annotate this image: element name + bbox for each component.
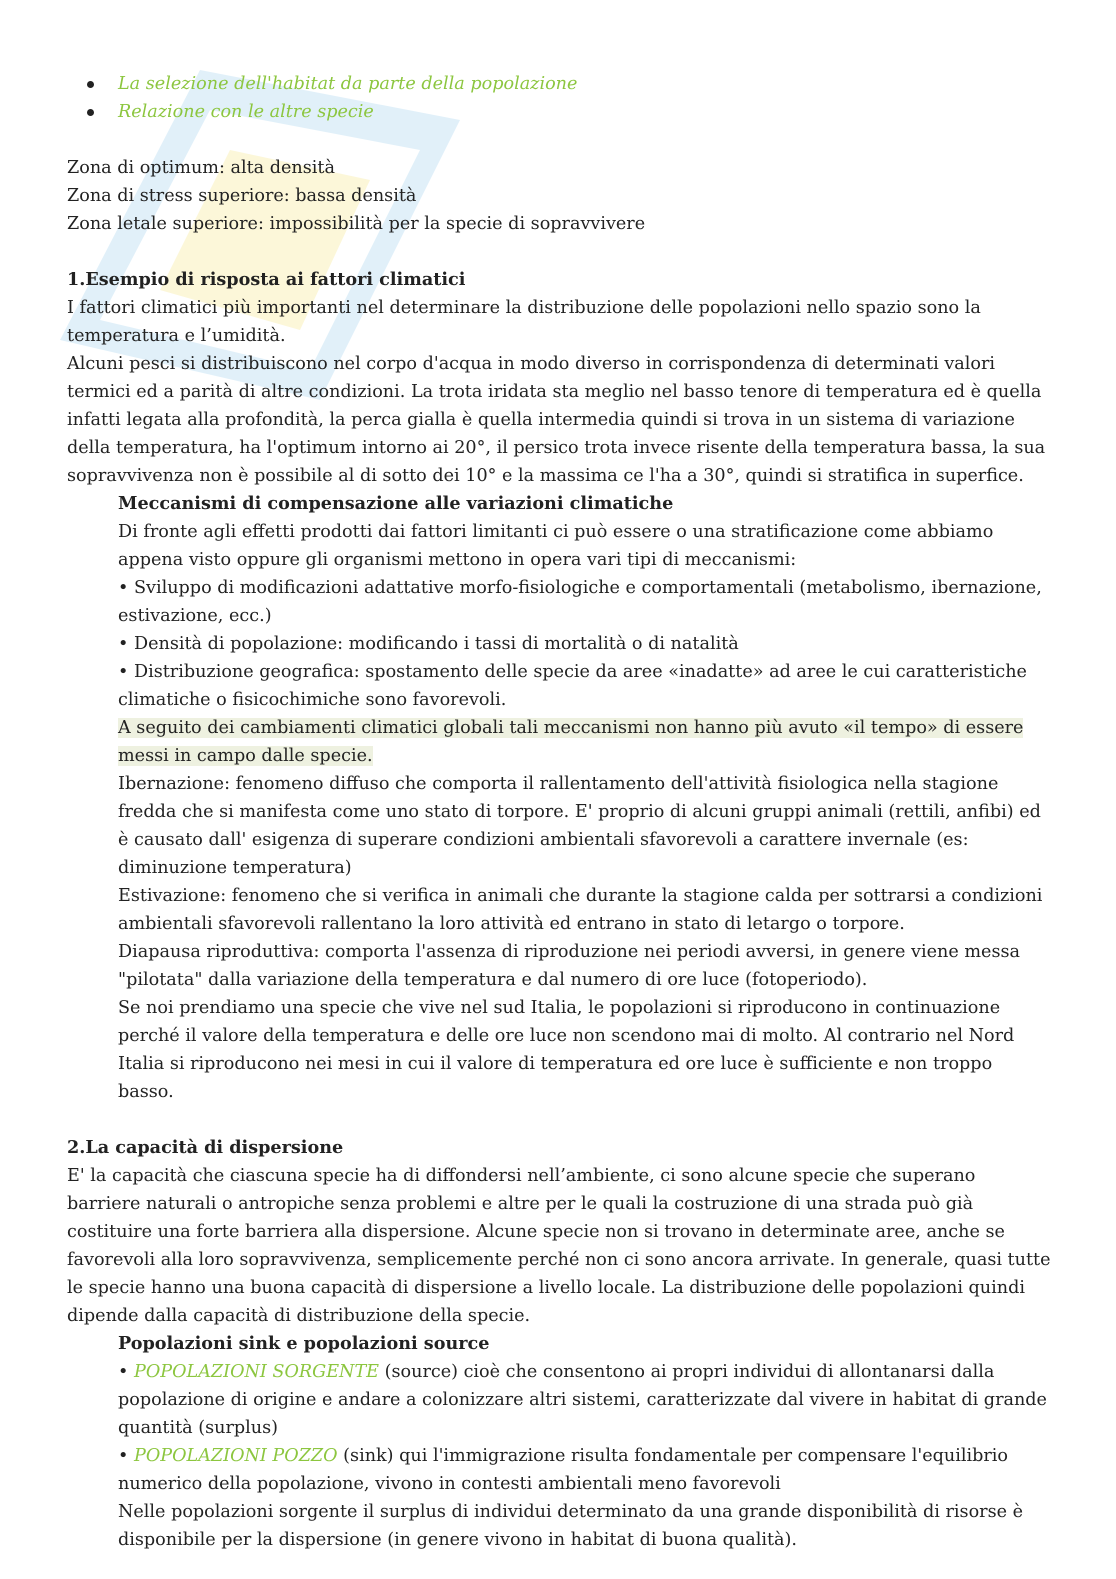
sink-source-title: Popolazioni sink e popolazioni source: [118, 1333, 490, 1354]
section2-title: 2.La capacità di dispersione: [67, 1137, 344, 1158]
final-paragraph: Nelle popolazioni sorgente il surplus di individui determinato da una grande disponibilità di risorse è disponibile per la dispersione (in genere vivono in habitat di buona qualità).: [118, 1502, 1024, 1550]
intro-bullet-list: [67, 70, 1052, 126]
estivazione-paragraph: Estivazione: fenomeno che si verifica in animali che durante la stagione calda per sottrarsi a condizioni ambientali sfavorevoli rallentano la loro attività ed entrano in stato di letargo o torpore.: [118, 886, 1043, 934]
document-content: [67, 70, 1052, 1554]
compensation-intro: Di fronte agli effetti prodotti dai fattori limitanti ci può essere o una stratificazione come abbiamo appena visto oppure gli organismi mettono in opera vari tipi di meccanismi:: [118, 522, 994, 570]
section1-paragraph-1: I fattori climatici più importanti nel determinare la distribuzione delle popolazioni nello spazio sono la temperatura e l’umidità.: [67, 298, 981, 346]
section1-title: 1.Esempio di risposta ai fattori climatici: [67, 269, 466, 290]
sink-source-block: [118, 1330, 1052, 1554]
bullet-icon: [87, 81, 94, 88]
sink-tag: POPOLAZIONI POZZO: [133, 1446, 338, 1466]
section2-paragraph-1: E' la capacità che ciascuna specie ha di diffondersi nell’ambiente, ci sono alcune specie che superano barriere naturali o antropiche senza problemi e altre per le quali la costruzione di una strada può già costituire una forte barriera alla dispersione. Alcune specie non si trovano in determinate aree, anche se favorevoli alla loro sopravvivenza, semplicemente perché non ci sono ancora arrivate. In generale, quasi tutte le specie hanno una buona capacità di dispersione a livello locale. La distribuzione delle popolazioni quindi dipende dalla capacità di distribuzione della specie.: [67, 1166, 1051, 1326]
list-item: Relazione con le altre specie: [67, 98, 1052, 126]
zone-optimum: Zona di optimum: alta densità: [67, 158, 335, 178]
example-paragraph: Se noi prendiamo una specie che vive nel sud Italia, le popolazioni si riproducono in continuazione perché il valore della temperatura e delle ore luce non scendono mai di molto. Al contrario nel Nord Italia si riproducono nei mesi in cui il valore di temperatura ed ore luce è sufficiente e non troppo basso.: [118, 998, 1015, 1102]
highlight-text: A seguito dei cambiamenti climatici globali tali meccanismi non hanno più avuto «il tempo» di essere messi in campo dalle specie.: [118, 718, 1024, 766]
list-item: • POPOLAZIONI SORGENTE (source) cioè che consentono ai propri individui di allontanarsi dalla popolazione di origine e andare a colonizzare altri sistemi, caratterizzate dal vivere in habitat di grande quantità (surplus): [118, 1362, 1047, 1438]
section1-paragraph-2: Alcuni pesci si distribuiscono nel corpo d'acqua in modo diverso in corrispondenza di determinati valori termici ed a parità di altre condizioni. La trota iridata sta meglio nel basso tenore di temperatura ed è quella infatti legata alla profondità, la perca gialla è quella intermedia quindi si trova in un sistema di variazione della temperatura, ha l'optimum intorno ai 20°, il persico trota invece risente della temperatura bassa, la sua sopravvivenza non è possibile al di sotto dei 10° e la massima ce l'ha a 30°, quindi si stratifica in superfice.: [67, 354, 1046, 486]
bullet-icon: [87, 109, 94, 116]
zone-letale: Zona letale superiore: impossibilità per la specie di sopravvivere: [67, 214, 646, 234]
highlighted-paragraph: [118, 714, 1052, 770]
compensation-title: Meccanismi di compensazione alle variazioni climatiche: [118, 493, 674, 514]
list-item: • Distribuzione geografica: spostamento delle specie da aree «inadatte» ad aree le cui caratteristiche climatiche o fisicochimiche sono favorevoli.: [118, 662, 1027, 710]
list-item: • POPOLAZIONI POZZO (sink) qui l'immigrazione risulta fondamentale per compensare l'equilibrio numerico della popolazione, vivono in contesti ambientali meno favorevoli: [118, 1446, 1008, 1494]
ibernazione-paragraph: Ibernazione: fenomeno diffuso che comporta il rallentamento dell'attività fisiologica nella stagione fredda che si manifesta come uno stato di torpore. E' proprio di alcuni gruppi animali (rettili, anfibi) ed è causato dall' esigenza di superare condizioni ambientali sfavorevoli a carattere invernale (es: diminuzione temperatura): [118, 774, 1041, 878]
compensation-block: [118, 490, 1052, 1106]
list-item: • Densità di popolazione: modificando i tassi di mortalità o di natalità: [118, 634, 739, 654]
list-item: La selezione dell'habitat da parte della popolazione: [67, 70, 1052, 98]
zone-stress: Zona di stress superiore: bassa densità: [67, 186, 417, 206]
diapausa-paragraph: Diapausa riproduttiva: comporta l'assenza di riproduzione nei periodi avversi, in genere viene messa "pilotata" dalla variazione della temperatura e dal numero di ore luce (fotoperiodo).: [118, 942, 1020, 990]
source-tag: POPOLAZIONI SORGENTE: [133, 1362, 380, 1382]
list-item: • Sviluppo di modificazioni adattative morfo-fisiologiche e comportamentali (metabolismo, ibernazione, estivazione, ecc.): [118, 578, 1042, 626]
